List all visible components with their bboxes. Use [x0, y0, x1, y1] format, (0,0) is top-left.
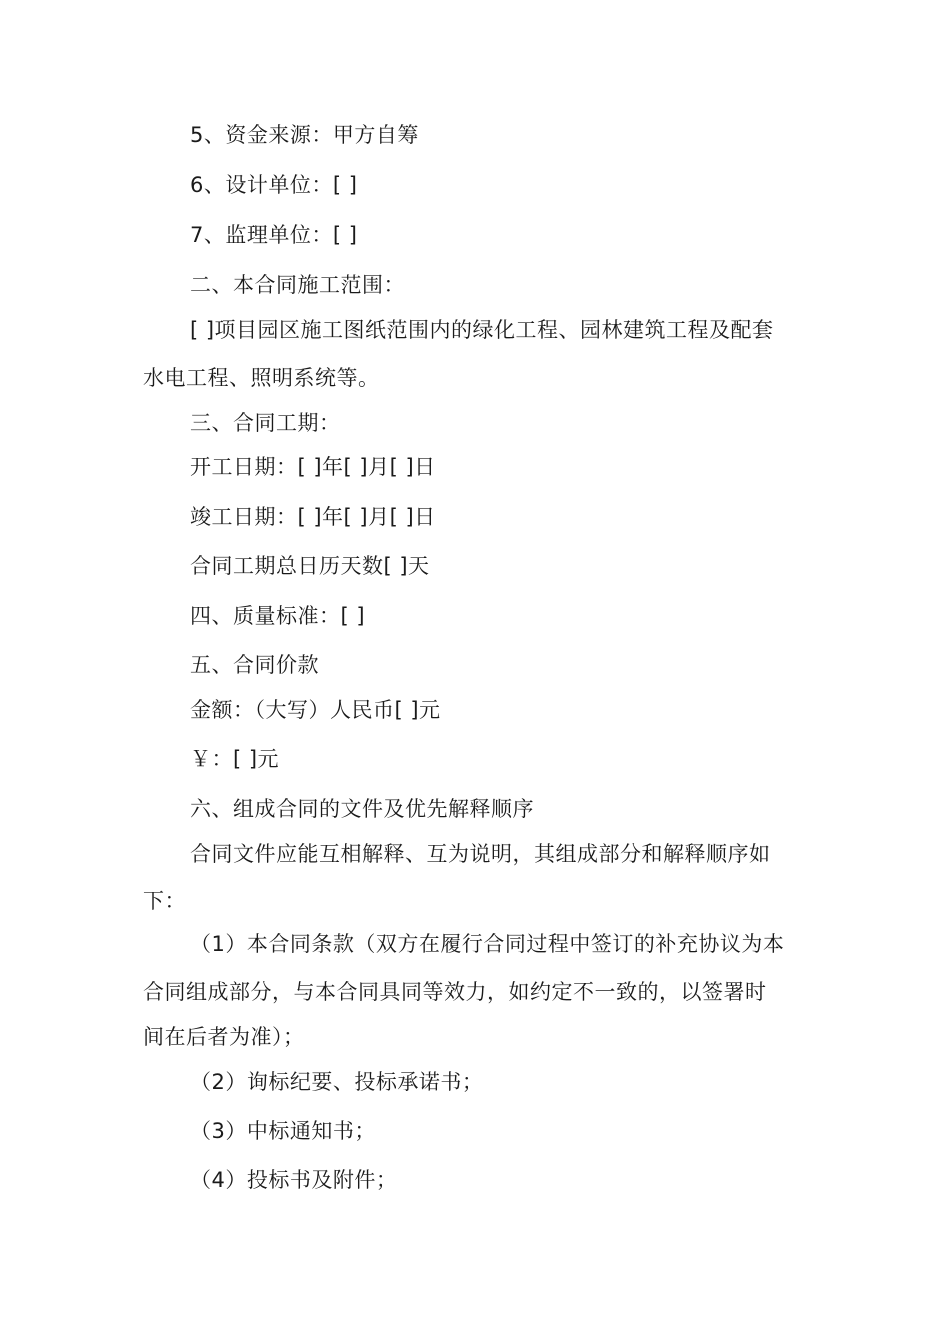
total-days-line: 合同工期总日历天数[ ]天 [190, 554, 430, 578]
list-item-1-line: 合同组成部分，与本合同具同等效力，如约定不一致的，以签署时 [143, 980, 767, 1004]
list-item-2-line: （2）询标纪要、投标承诺书； [190, 1070, 484, 1094]
documents-paragraph-line: 下： [143, 889, 186, 913]
funding-source-line: 5、资金来源：甲方自筹 [190, 123, 419, 147]
completion-date-line: 竣工日期：[ ]年[ ]月[ ]日 [190, 505, 436, 529]
list-item-1-line: （1）本合同条款（双方在履行合同过程中签订的补充协议为本 [190, 932, 785, 956]
supervision-unit-line: 7、监理单位：[ ] [190, 223, 358, 247]
section-heading-duration: 三、合同工期： [190, 411, 341, 435]
amount-figure-line: ￥：[ ]元 [190, 747, 280, 771]
list-item-1-line: 间在后者为准）； [143, 1025, 305, 1049]
scope-paragraph-line: 水电工程、照明系统等。 [143, 366, 380, 390]
documents-paragraph-line: 合同文件应能互相解释、互为说明，其组成部分和解释顺序如 [190, 842, 771, 866]
section-heading-scope: 二、本合同施工范围： [190, 273, 405, 297]
amount-words-line: 金额：（大写）人民币[ ]元 [190, 698, 441, 722]
scope-paragraph-line: [ ]项目园区施工图纸范围内的绿化工程、园林建筑工程及配套 [190, 318, 774, 342]
section-heading-documents: 六、组成合同的文件及优先解释顺序 [190, 797, 534, 821]
list-item-4-line: （4）投标书及附件； [190, 1168, 398, 1192]
design-unit-line: 6、设计单位：[ ] [190, 173, 358, 197]
section-heading-price: 五、合同价款 [190, 653, 319, 677]
start-date-line: 开工日期：[ ]年[ ]月[ ]日 [190, 455, 436, 479]
section-heading-quality: 四、质量标准：[ ] [190, 604, 366, 628]
list-item-3-line: （3）中标通知书； [190, 1119, 376, 1143]
